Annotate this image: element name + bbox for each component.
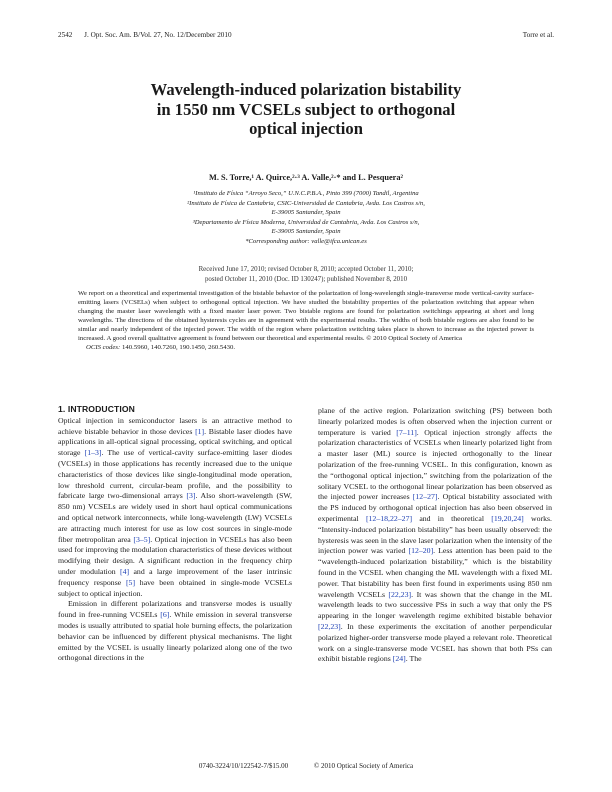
text-run: and a large improvement of the laser intrinsic frequency response — [58, 566, 292, 587]
author-list: M. S. Torre,¹ A. Quirce,²·³ A. Valle,²·* and L. Pesquera² — [209, 173, 403, 182]
dates-line: Received June 17, 2010; revised October 8, 2010; accepted October 11, 2010; — [198, 266, 414, 273]
citation-link[interactable]: [24] — [392, 654, 406, 664]
affiliation-line: ²Instituto de Física de Cantabria, CSIC-Universidad de Cantabria, Avda. Los Castros s/n, — [187, 199, 425, 207]
ocis-label: OCIS codes: — [86, 343, 121, 351]
text-run: have been obtained in single-mode VCSELs subject to optical injection. — [58, 577, 292, 598]
affiliation-line: E-39005 Santander, Spain — [271, 228, 341, 236]
citation-link[interactable]: [12–27] — [412, 492, 438, 502]
citation-link[interactable]: [7–11] — [396, 427, 417, 437]
publication-dates — [100, 265, 512, 284]
text-run: . Optical injection in VCSELs has also been used for improving the modulation characteristics of these devices without modifying their design. A significant reduction in the frequency chirp under modulation — [58, 534, 292, 576]
text-run: . Less attention has been paid to the “wavelength-induced polarization bistability,” which is the bistability found in the VCSEL when changing the ML wavelength with a fixed ML power. That bistability has been first found in experiments using 850 nm wavelength VCSELs — [318, 546, 553, 599]
title-line: Wavelength-induced polarization bistability — [150, 80, 462, 99]
text-run: works. “Intensity-induced polarization bistability” has been usually observed: the hysteresis was seen in the slave laser polarization when the intensity of the injection power was varied — [318, 513, 552, 556]
text-run: plane of the active region. Polarization switching (PS) between both linearly polarized modes is often observed when the injection current or temperature is varied — [318, 406, 552, 437]
text-run: . The — [405, 654, 422, 664]
text-run: . Also short-wavelength (SW, 850 nm) VCSELs are widely used in short haul optical communications and optical network interconnects, while long-wavelength (LW) VCSELs are attracting much interest for use as low cost sources in single-mode fiber metropolitan area — [58, 491, 292, 544]
text-run: . Optical injection strongly affects the polarization characteristics of VCSELs when linearly polarized light from a master laser (ML) source is injected orthogonally to the linear polarization of the free-running VCSEL. In this configuration, known as the “orthogonal optical injection,” switching from the polarization of the solitary VCSEL to the orthogonal linear polarization has been observed as the injected power increases — [318, 427, 552, 502]
paragraph — [58, 416, 292, 600]
citation-link[interactable]: [12–18,22–27] — [365, 513, 413, 523]
citation-link[interactable]: [3] — [186, 491, 196, 501]
dates-line: posted October 11, 2010 (Doc. ID 130247); published November 8, 2010 — [204, 275, 408, 283]
title-line: optical injection — [249, 119, 363, 138]
ocis-codes — [86, 344, 534, 353]
affiliations — [100, 189, 512, 247]
citation-link[interactable]: [4] — [120, 566, 130, 576]
citation-link[interactable]: [22,23] — [388, 589, 412, 599]
paper-title — [60, 80, 552, 139]
text-run: Emission in different polarizations and transverse modes is usually found in free-running VCSELs — [58, 599, 292, 620]
citation-link[interactable]: [1] — [195, 426, 205, 436]
affiliation-line: ¹Instituto de Física “Arroyo Seco,” U.N.C.P.B.A., Pinto 399 (7000) Tandil, Argentina — [193, 190, 419, 197]
citation-link[interactable]: [22,23] — [318, 621, 341, 631]
title-line: in 1550 nm VCSELs subject to orthogonal — [156, 99, 456, 119]
text-run: . The use of vertical-cavity surface-emitting laser diodes (VCSELs) in those applications has recently increased due to the unique characteristics of those devices like single-longitudinal mode operation, low threshold current, circular-beam profile, and the possibility to fabricate large two-dimensional arrays — [58, 448, 292, 501]
section-heading: 1. INTRODUCTION — [58, 404, 135, 414]
running-header — [58, 31, 554, 43]
citation-link[interactable]: [5] — [125, 577, 136, 587]
affiliation-line: ³Departamento de Física Moderna, Universidad de Cantabria, Avda. Los Castros s/n, — [192, 218, 420, 226]
abstract-text: We report on a theoretical and experimental investigation of the bistable behavior of the polarization of long-wavelength single-transverse mode vertical-cavity surface-emitting lasers (VCSELs) when subject to orthogonal optical injection. We have studied the bistability properties of the polarization switching that appear when changing the master laser wavelength with a fixed master laser power. Two bistable regions are found for polarization switchings appearing at short and long wavelengths. The directions of the obtained hysteresis cycles are in agreement with the experimental results. The widths of both bistable regions are also found to be similar and nearly independent of the injected power. The width of the region where polarization switching takes place is shown to increase as the injected power is increased. A good overall qualitative agreement is found between our theoretical and experimental results. © 2010 Optical Society of America — [78, 290, 534, 342]
footer-copyright: © 2010 Optical Society of America — [313, 762, 414, 770]
paragraph — [58, 599, 292, 664]
journal-citation: J. Opt. Soc. Am. B/Vol. 27, No. 12/December 2010 — [84, 31, 232, 39]
text-run: . Bistable laser diodes have applications in all-optical signal processing, optical switching, and optical storage — [58, 426, 292, 458]
page-number: 2542 — [58, 31, 73, 39]
text-run: . In these experiments the excitation of another perpendicular polarized higher-order transverse mode played a relevant role. Theoretical work on a single-transverse mode VCSEL has shown that both PSs can exhibit bistable regions — [318, 621, 552, 664]
page-footer — [58, 762, 554, 770]
left-column — [58, 404, 292, 664]
text-run: and in theoretical — [412, 513, 492, 523]
citation-link[interactable]: [12–20] — [408, 546, 434, 556]
text-run: . Optical bistability associated with the PS induced by orthogonal optical injection has also been observed in experimental — [318, 492, 552, 523]
footer-code: 0740-3224/10/122542-7/$15.00 — [198, 762, 289, 770]
paragraph — [318, 406, 552, 665]
citation-link[interactable]: [19,20,24] — [491, 513, 524, 523]
abstract — [78, 290, 534, 353]
running-author: Torre et al. — [522, 31, 554, 39]
right-column — [318, 406, 552, 665]
corresponding-author: *Corresponding author: valle@ifca.unican.es — [245, 237, 367, 245]
citation-link[interactable]: [3–5] — [133, 534, 151, 544]
affiliation-line: E-39005 Santander, Spain — [271, 209, 341, 217]
citation-link[interactable]: [6] — [160, 610, 170, 620]
text-run: Optical injection in semiconductor lasers is an attractive method to achieve bistable behavior in those devices — [58, 415, 292, 436]
header-left — [58, 31, 232, 39]
citation-link[interactable]: [1–3] — [84, 448, 102, 458]
ocis-values: 140.5960, 140.7260, 190.1450, 260.5430. — [122, 343, 236, 351]
text-run: . It was shown that the change in the ML wavelength leads to two successive PSs in such a way that only the PS appearing in the longer wavelength regime exhibited bistable behavior — [318, 589, 552, 621]
text-run: . While emission in several transverse modes is usually attributed to spatial hole burning effects, the polarization behavior can be influenced by different physical mechanisms. The light emitted by the VCSEL is usually linearly polarized along one of the two orthogonal directions in the — [58, 610, 293, 663]
